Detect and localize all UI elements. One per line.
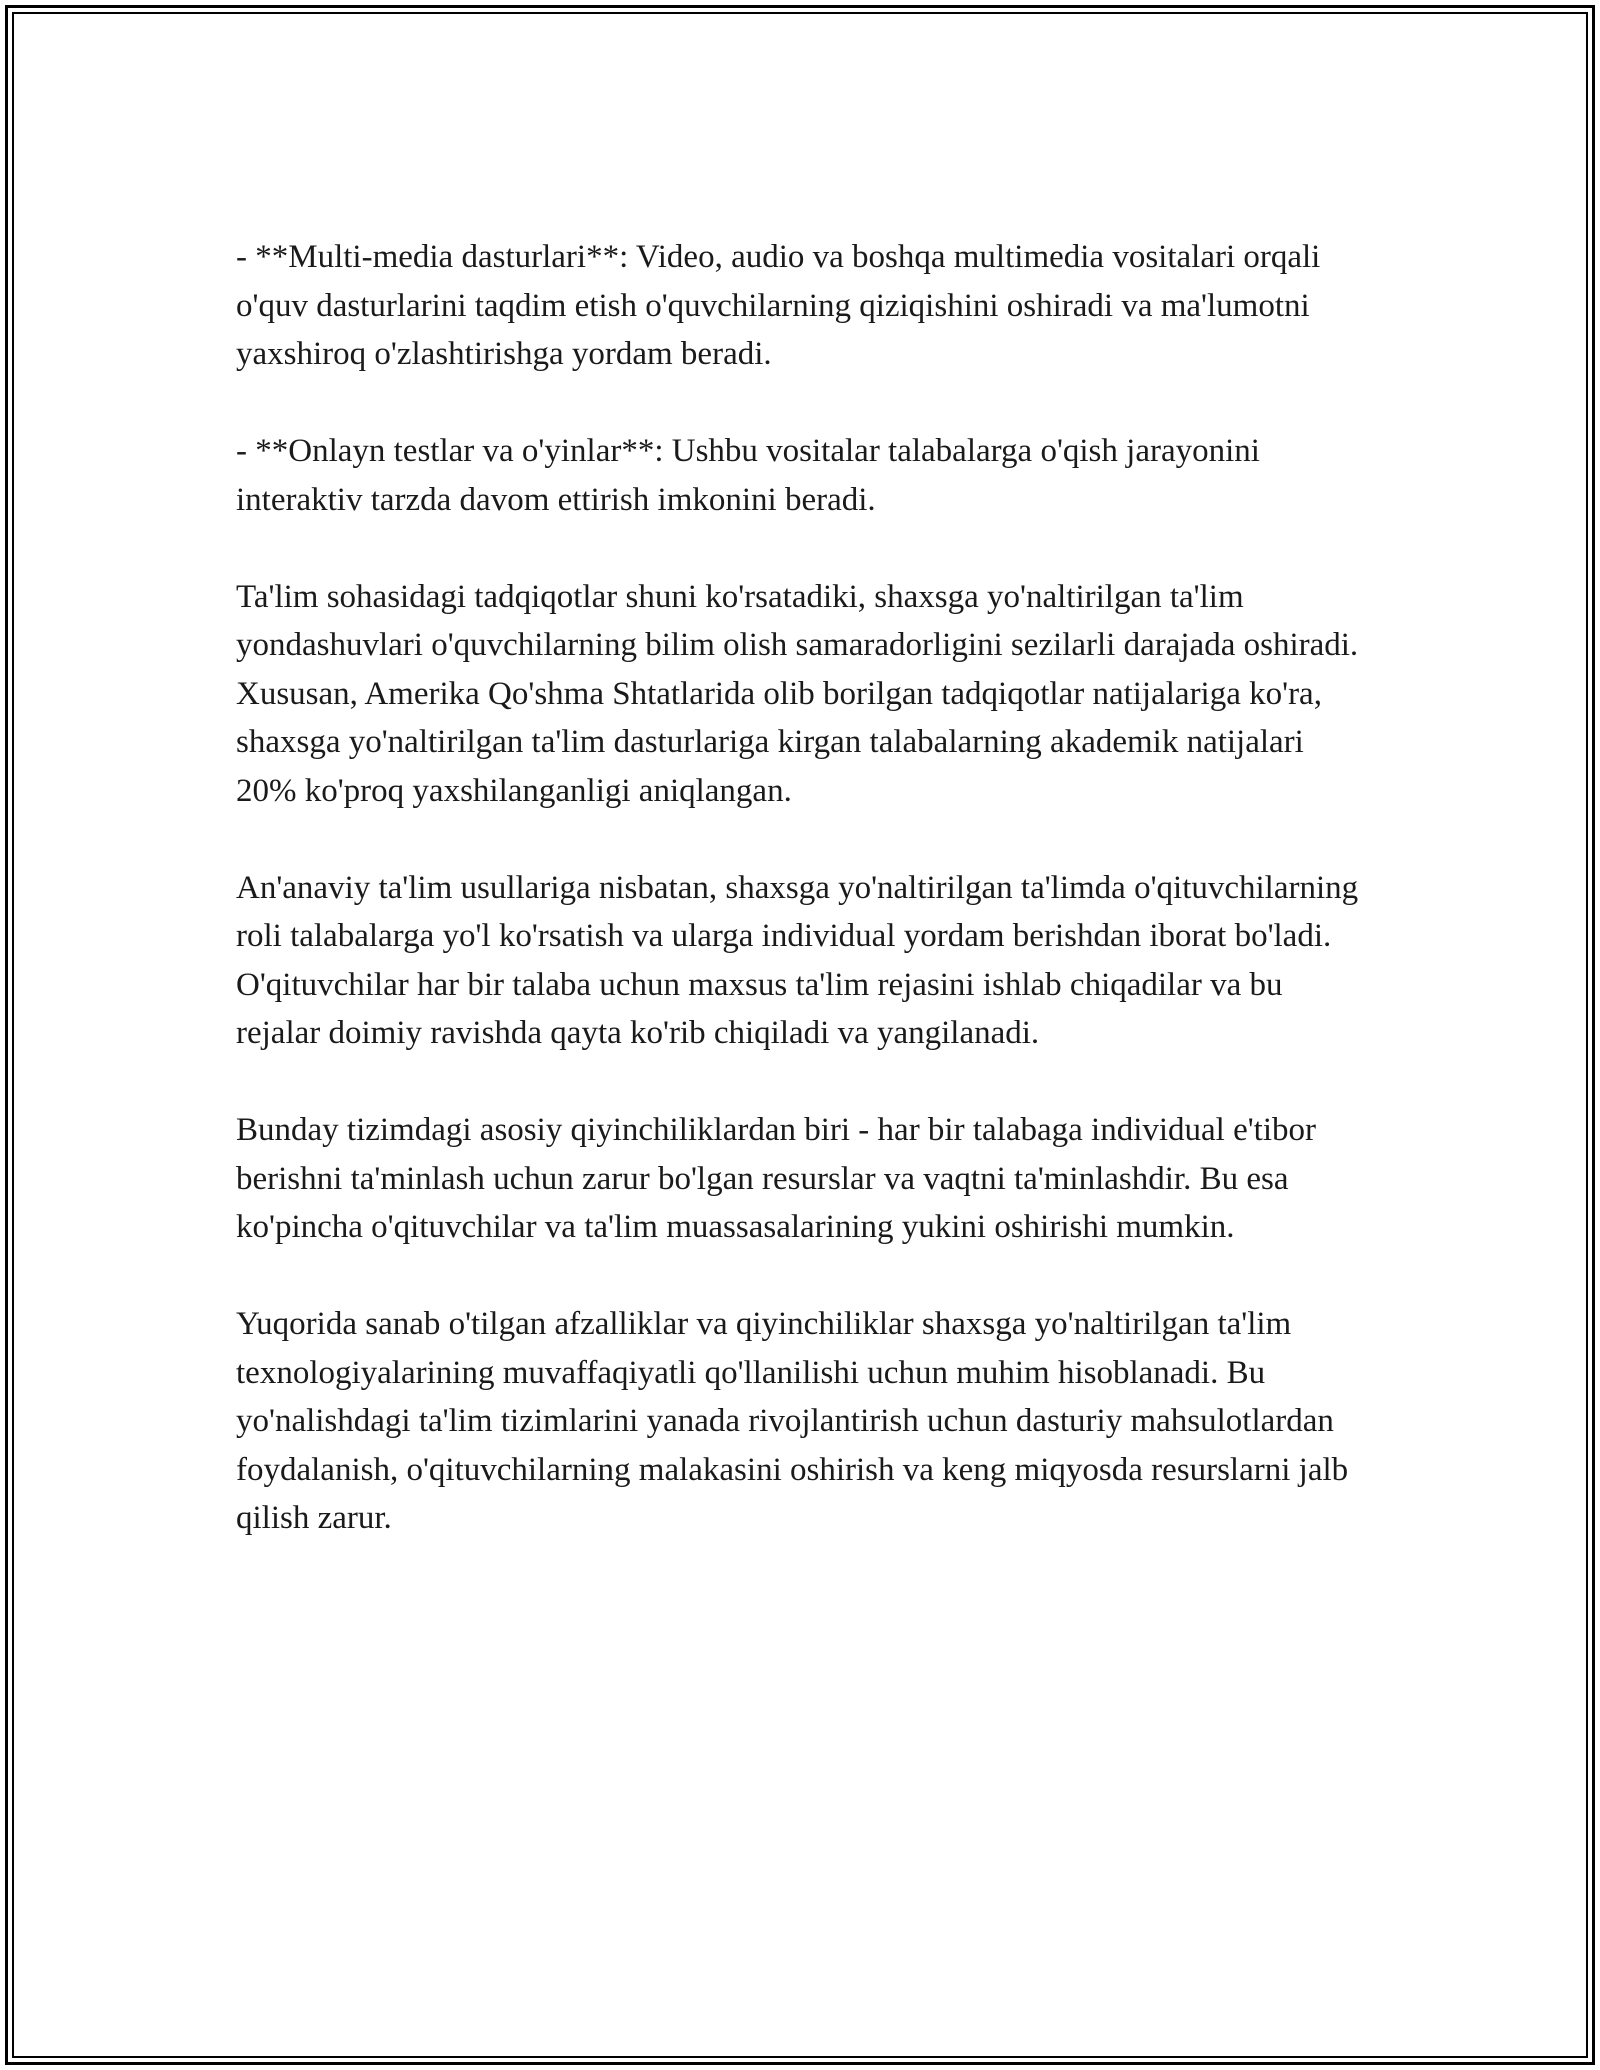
- paragraph-multimedia-programs: - **Multi-media dasturlari**: Video, audio va boshqa multimedia vositalari orqali o'quv dasturlarini taqdim etish o'quvchilarning qiziqishini oshiradi va ma'lumotni yaxshiroq o'zlashtirishga yordam beradi.: [236, 239, 1321, 372]
- document-body: [236, 233, 1366, 1591]
- paragraph-research-findings: Ta'lim sohasidagi tadqiqotlar shuni ko'rsatadiki, shaxsga yo'naltirilgan ta'lim yondashuvlari o'quvchilarning bilim olish samaradorligini sezilarli darajada oshiradi. Xususan, Amerika Qo'shma Shtatlarida olib borilgan tadqiqotlar natijalariga ko'ra, shaxsga yo'naltirilgan ta'lim dasturlariga kirgan talabalarning akademik natijalari 20% ko'proq yaxshilanganligi aniqlangan.: [236, 578, 1359, 809]
- paragraph-conclusion: Yuqorida sanab o'tilgan afzalliklar va qiyinchiliklar shaxsga yo'naltirilgan ta'lim texnologiyalarining muvaffaqiyatli qo'llanilishi uchun muhim hisoblanadi. Bu yo'nalishdagi ta'lim tizimlarini yanada rivojlantirish uchun dasturiy mahsulotlardan foydalanish, o'qituvchilarning malakasini oshirish va keng miqyosda resurslarni jalb qilish zarur.: [236, 1306, 1349, 1536]
- paragraph-online-tests-games: - **Onlayn testlar va o'yinlar**: Ushbu vositalar talabalarga o'qish jarayonini interaktiv tarzda davom ettirish imkonini beradi.: [236, 433, 1260, 518]
- paragraph-teacher-role: An'anaviy ta'lim usullariga nisbatan, shaxsga yo'naltirilgan ta'limda o'qituvchilarning roli talabalarga yo'l ko'rsatish va ularga individual yordam berishdan iborat bo'ladi. O'qituvchilar har bir talaba uchun maxsus ta'lim rejasini ishlab chiqadilar va bu rejalar doimiy ravishda qayta ko'rib chiqiladi va yangilanadi.: [236, 869, 1359, 1051]
- paragraph-challenges: Bunday tizimdagi asosiy qiyinchiliklardan biri - har bir talabaga individual e'tibor berishni ta'minlash uchun zarur bo'lgan resurslar va vaqtni ta'minlashdir. Bu esa ko'pincha o'qituvchilar va ta'lim muassasalarining yukini oshirishi mumkin.: [236, 1112, 1317, 1245]
